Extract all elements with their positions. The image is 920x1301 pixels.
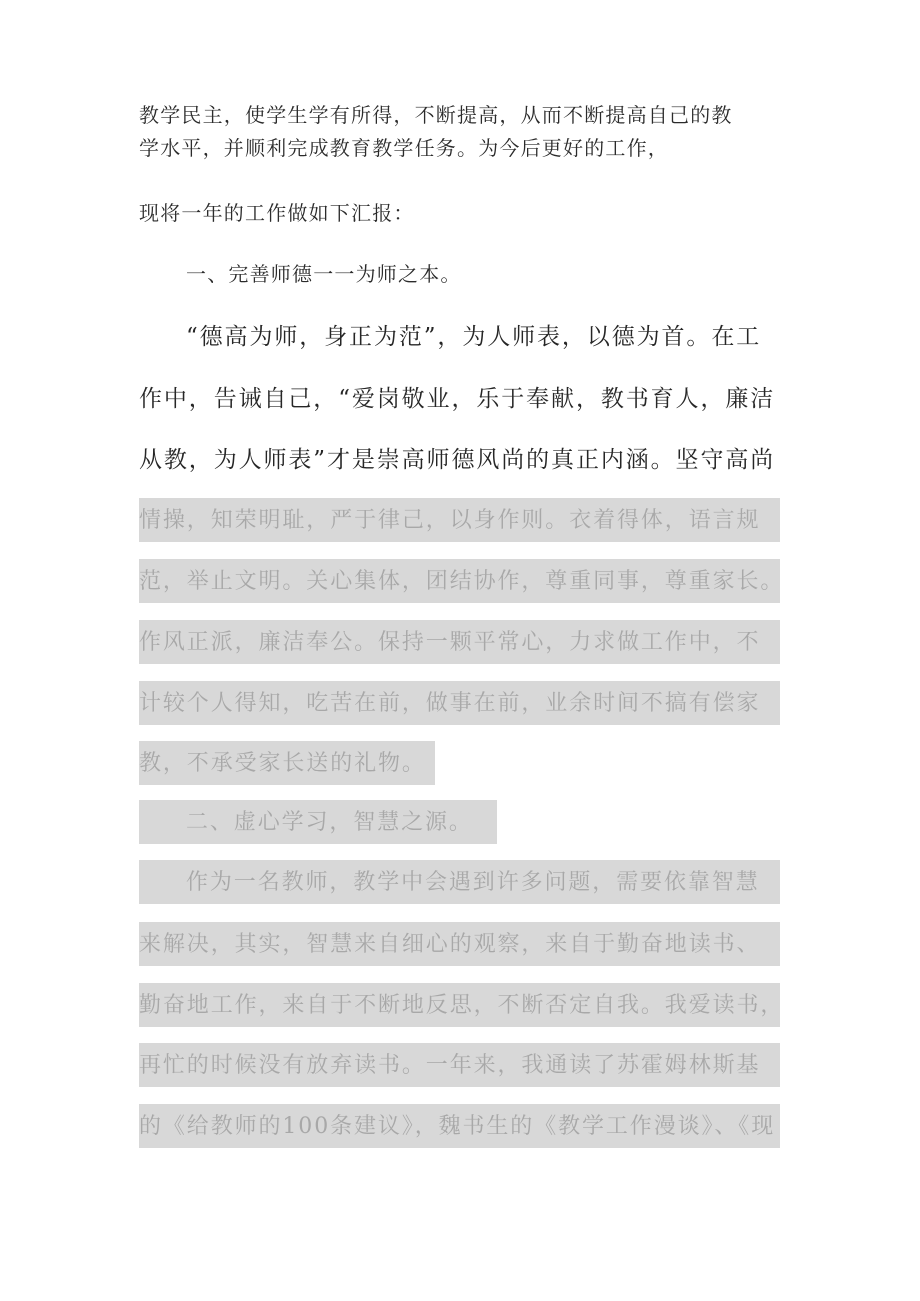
paragraph-line: 从教，为人师表”才是崇高师德风尚的真正内涵。坚守高尚 — [139, 447, 776, 473]
faded-paragraph-line: 来解决，其实，智慧来自细心的观察，来自于勤奋地读书、 — [139, 922, 780, 966]
faded-paragraph-line: 范，举止文明。关心集体，团结协作，尊重同事，尊重家长。 — [139, 559, 780, 603]
paragraph-line: 作中，告诫自己，“爱岗敬业，乐于奉献，教书育人，廉洁 — [139, 386, 776, 412]
section-heading: 一、完善师德一一为师之本。 — [186, 262, 462, 286]
faded-paragraph-line: 情操，知荣明耻，严于律己，以身作则。衣着得体，语言规 — [139, 498, 780, 542]
faded-paragraph-line: 再忙的时候没有放弃读书。一年来，我通读了苏霍姆林斯基 — [139, 1043, 780, 1087]
paragraph-line: 现将一年的工作做如下汇报： — [139, 201, 415, 225]
faded-paragraph-line: 勤奋地工作，来自于不断地反思，不断否定自我。我爱读书， — [139, 983, 780, 1027]
paragraph-line: 学水平，并顺利完成教育教学任务。为今后更好的工作， — [139, 136, 669, 160]
paragraph-line: 教学民主，使学生学有所得，不断提高，从而不断提高自己的教 — [139, 103, 733, 127]
faded-paragraph-line: 作为一名教师，教学中会遇到许多问题，需要依靠智慧 — [139, 860, 780, 904]
faded-paragraph-line: 计较个人得知，吃苦在前，做事在前，业余时间不搞有偿家 — [139, 681, 780, 725]
paragraph-line: “德高为师，身正为范”，为人师表，以德为首。在工 — [186, 324, 762, 350]
faded-section-heading: 二、虚心学习，智慧之源。 — [139, 800, 497, 844]
faded-paragraph-line: 的《给教师的100条建议》，魏书生的《教学工作漫谈》、《现 — [139, 1104, 780, 1148]
faded-paragraph-line: 作风正派，廉洁奉公。保持一颗平常心，力求做工作中，不 — [139, 620, 780, 664]
faded-paragraph-line: 教，不承受家长送的礼物。 — [139, 741, 435, 785]
